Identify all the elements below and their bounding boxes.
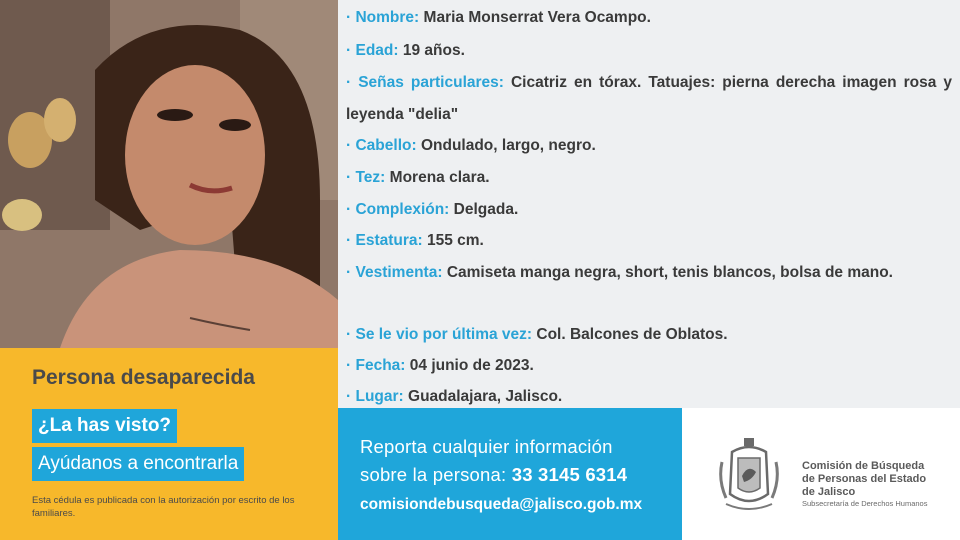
- detail-height: · Estatura: 155 cm.: [346, 232, 484, 249]
- banner-help: Ayúdanos a encontrarla: [32, 447, 244, 481]
- organization-logo: [682, 408, 960, 540]
- person-photo: [0, 0, 338, 348]
- contact-line1: Reporta cualquier información: [360, 436, 613, 457]
- contact-email[interactable]: comisiondebusqueda@jalisco.gob.mx: [360, 496, 643, 513]
- missing-banner: [0, 348, 338, 540]
- detail-hair: · Cabello: Ondulado, largo, negro.: [346, 137, 596, 154]
- contact-line2: [360, 464, 627, 486]
- jalisco-crest-icon: [718, 436, 780, 514]
- organization-subtitle: Subsecretaría de Derechos Humanos: [802, 499, 928, 508]
- detail-place: · Lugar: Guadalajara, Jalisco.: [346, 388, 563, 405]
- banner-title: Persona desaparecida: [32, 366, 255, 389]
- detail-last-seen: · Se le vio por última vez: Col. Balcones de Oblatos.: [346, 326, 728, 343]
- banner-note: Esta cédula es publicada con la autorización por escrito de los familiares.: [32, 495, 295, 519]
- detail-marks: · Señas particulares: Cicatriz en tórax. Tatuajes: pierna derecha imagen rosa y leyenda "delia": [346, 74, 952, 123]
- organization-name: Comisión de Búsqueda de Personas del Estado de Jalisco: [802, 460, 927, 498]
- detail-date: · Fecha: 04 junio de 2023.: [346, 357, 534, 374]
- contact-phone[interactable]: 33 3145 6314: [511, 464, 628, 485]
- details-panel: [338, 0, 960, 408]
- detail-skin: · Tez: Morena clara.: [346, 169, 490, 186]
- detail-name: · Nombre: Maria Monserrat Vera Ocampo.: [346, 9, 651, 26]
- detail-age: · Edad: 19 años.: [346, 42, 465, 59]
- detail-clothing: · Vestimenta: Camiseta manga negra, short, tenis blancos, bolsa de mano.: [346, 264, 893, 281]
- detail-build: · Complexión: Delgada.: [346, 201, 519, 218]
- contact-line2-prefix: sobre la persona:: [360, 464, 512, 485]
- banner-question: ¿La has visto?: [32, 409, 177, 443]
- contact-panel: [338, 408, 682, 540]
